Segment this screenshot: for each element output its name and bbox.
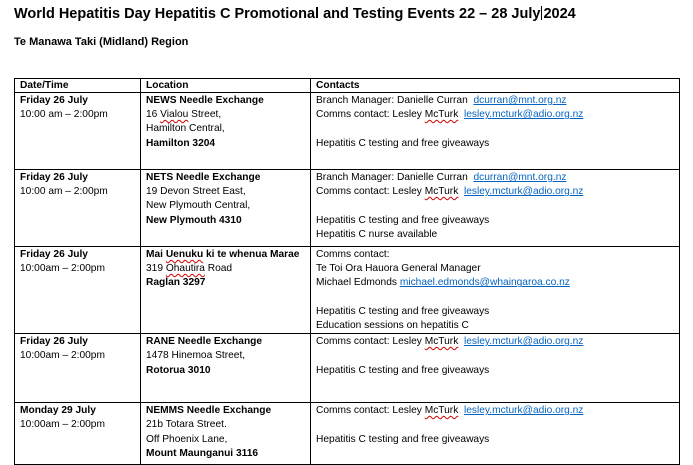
date-cell: [15, 93, 141, 170]
contacts-cell: [311, 403, 680, 465]
contact-line: [316, 404, 675, 418]
spellcheck-word: McTurk: [424, 336, 459, 348]
contacts-cell: [311, 334, 680, 403]
venue-name: NEWS Needle Exchange: [146, 95, 264, 106]
contact-line: Te Toi Ora Hauora General Manager: [316, 263, 481, 275]
region-subtitle: Te Manawa Taki (Midland) Region: [14, 36, 189, 48]
contact-label: Branch Manager: Danielle Curran: [316, 95, 468, 106]
email-link[interactable]: dcurran@mnt.org.nz: [473, 95, 567, 106]
event-date: Friday 26 July: [20, 172, 88, 183]
city-postcode: New Plymouth 4310: [146, 214, 242, 226]
contact-label: Comms contact: Lesley: [316, 405, 425, 417]
table-row: [15, 334, 680, 403]
email-link[interactable]: lesley.mcturk@adio.org.nz: [463, 405, 584, 417]
email-link[interactable]: michael.edmonds@whaingaroa.co.nz: [399, 277, 570, 289]
event-note: Education sessions on hepatitis C: [316, 320, 469, 331]
table-row: [15, 403, 680, 465]
contact-line: [316, 185, 675, 199]
blank-line: [316, 199, 675, 213]
contact-line: [316, 94, 675, 108]
table-row: [15, 93, 680, 170]
title-text: World Hepatitis Day Hepatitis C Promotional and Testing Events 22 – 28 July: [14, 6, 541, 22]
event-time: 10:00am – 2:00pm: [20, 419, 105, 431]
venue-name: RANE Needle Exchange: [146, 336, 263, 348]
contact-line: [316, 171, 675, 185]
spellcheck-word: Vialou: [160, 109, 189, 121]
address-part: Road: [204, 263, 233, 275]
contact-label: Michael Edmonds: [316, 277, 397, 289]
contact-line: [316, 276, 675, 290]
venue-name: NETS Needle Exchange: [146, 172, 261, 183]
spellcheck-word: McTurk: [424, 186, 459, 198]
event-date: Monday 29 July: [20, 405, 96, 417]
spellcheck-word: McTurk: [424, 405, 459, 417]
contact-line: [316, 108, 675, 122]
contacts-cell: [311, 93, 680, 170]
event-time: 10:00 am – 2:00pm: [20, 186, 108, 198]
location-cell: [141, 247, 311, 334]
location-cell: [141, 334, 311, 403]
spellcheck-word: Ohautira: [165, 263, 205, 275]
header-date-time: Date/Time: [15, 79, 141, 93]
table-row: [15, 247, 680, 334]
table-header-row: [15, 79, 680, 93]
spellcheck-word: Uenuku: [165, 249, 204, 260]
city-postcode: Hamilton 3204: [146, 137, 216, 149]
address-line: [146, 262, 306, 276]
spellcheck-word: McTurk: [424, 109, 459, 121]
address-line: New Plymouth Central,: [146, 200, 251, 212]
date-cell: [15, 247, 141, 334]
event-time: 10:00am – 2:00pm: [20, 263, 105, 275]
venue-name: [146, 248, 306, 262]
email-link[interactable]: lesley.mcturk@adio.org.nz: [463, 109, 584, 121]
header-contacts: Contacts: [311, 79, 680, 93]
event-note: Hepatitis C testing and free giveaways: [316, 433, 490, 445]
contact-line: Comms contact:: [316, 249, 390, 260]
address-line: [146, 108, 306, 122]
city-postcode: Raglan 3297: [146, 277, 206, 289]
address-line: 21b Totara Street.: [146, 419, 227, 431]
blank-line: [316, 291, 675, 305]
document-title: [14, 6, 576, 22]
blank-line: [316, 349, 675, 363]
contact-label: Comms contact: Lesley: [316, 186, 425, 198]
date-cell: [15, 403, 141, 465]
events-table: [14, 78, 680, 465]
venue-part: ki te whenua Marae: [203, 249, 300, 260]
blank-line: [316, 122, 675, 136]
address-part: 16: [146, 109, 161, 121]
blank-line: [316, 418, 675, 432]
event-time: 10:00 am – 2:00pm: [20, 109, 108, 121]
event-date: Friday 26 July: [20, 336, 88, 348]
contact-line: [316, 335, 675, 349]
email-link[interactable]: dcurran@mnt.org.nz: [473, 172, 567, 183]
header-location: Location: [141, 79, 311, 93]
email-link[interactable]: lesley.mcturk@adio.org.nz: [463, 186, 584, 198]
address-line: 1478 Hinemoa Street,: [146, 350, 246, 362]
address-line: 19 Devon Street East,: [146, 186, 246, 198]
venue-name: NEMMS Needle Exchange: [146, 405, 272, 417]
venue-part: Mai: [146, 249, 166, 260]
contact-label: Comms contact: Lesley: [316, 336, 425, 348]
event-note: Hepatitis C testing and free giveaways: [316, 364, 490, 376]
address-line: Hamilton Central,: [146, 123, 225, 135]
event-time: 10:00am – 2:00pm: [20, 350, 105, 362]
event-note: Hepatitis C nurse available: [316, 228, 438, 240]
address-part: Street,: [188, 109, 222, 121]
date-cell: [15, 334, 141, 403]
location-cell: [141, 403, 311, 465]
contacts-cell: [311, 247, 680, 334]
address-part: 319: [146, 263, 166, 275]
location-cell: [141, 93, 311, 170]
contact-label: Branch Manager: Danielle Curran: [316, 172, 468, 183]
contacts-cell: [311, 170, 680, 247]
address-line: Off Phoenix Lane,: [146, 433, 228, 445]
city-postcode: Mount Maunganui 3116: [146, 447, 259, 459]
event-note: Hepatitis C testing and free giveaways: [316, 214, 490, 226]
event-note: Hepatitis C testing and free giveaways: [316, 137, 490, 149]
location-cell: [141, 170, 311, 247]
city-postcode: Rotorua 3010: [146, 364, 211, 376]
event-note: Hepatitis C testing and free giveaways: [316, 305, 490, 317]
contact-label: Comms contact: Lesley: [316, 109, 425, 121]
title-year: 2024: [543, 6, 576, 22]
event-date: Friday 26 July: [20, 95, 88, 106]
event-date: Friday 26 July: [20, 249, 88, 260]
table-row: [15, 170, 680, 247]
date-cell: [15, 170, 141, 247]
email-link[interactable]: lesley.mcturk@adio.org.nz: [463, 336, 584, 348]
